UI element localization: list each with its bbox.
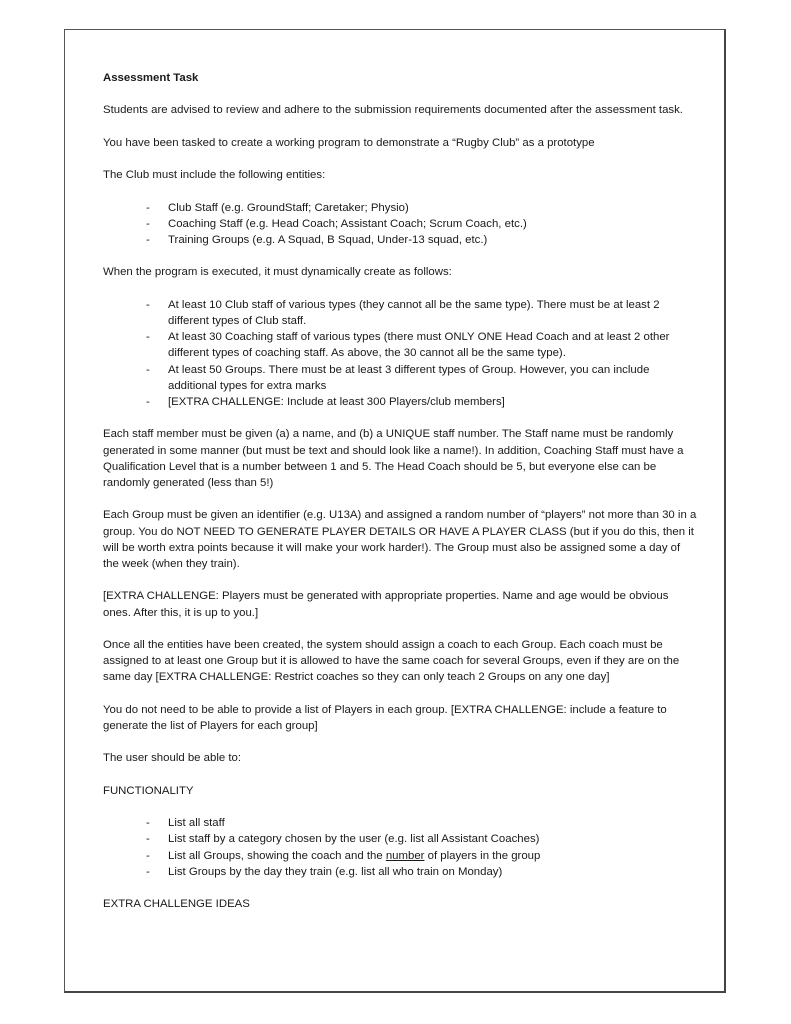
list-item: - List all staff bbox=[146, 817, 225, 830]
document-body bbox=[103, 70, 698, 929]
list-item: - At least 30 Coaching staff of various types (there must ONLY ONE Head Coach and at least 2 other different types of coaching staff. As above, the 30 cannot all be the same type). bbox=[146, 331, 670, 360]
create-intro: When the program is executed, it must dynamically create as follows: bbox=[103, 266, 452, 279]
group-paragraph: Each Group must be given an identifier (e.g. U13A) and assigned a random number of “players” not more than 30 in a group. You do NOT NEED TO GENERATE PLAYER DETAILS OR HAVE A PLAYER CLASS (but if you do this, then it will be worth extra points because it will make your work harder!). The Group must also be assigned some a day of the week (when they train). bbox=[103, 509, 697, 570]
players-paragraph: [EXTRA CHALLENGE: Players must be generated with appropriate properties. Name and age would be obvious ones. After this, it is up to you.] bbox=[103, 590, 669, 619]
list-item: - Training Groups (e.g. A Squad, B Squad, Under-13 squad, etc.) bbox=[146, 233, 488, 246]
list-item: - At least 50 Groups. There must be at least 3 different types of Group. However, you can include additional types for extra marks bbox=[146, 363, 650, 392]
list-item: - List Groups by the day they train (e.g. list all who train on Monday) bbox=[146, 865, 503, 878]
list-item: - At least 10 Club staff of various types (they cannot all be the same type). There must be at least 2 different types of Club staff. bbox=[146, 298, 660, 327]
assign-paragraph: Once all the entities have been created, the system should assign a coach to each Group. Each coach must be assigned to at least one Group but it is allowed to have the same coach for several Groups, even if they are on the same day [EXTRA CHALLENGE: Restrict coaches so they can only teach 2 Groups on any one day] bbox=[103, 638, 680, 684]
task-paragraph: You have been tasked to create a working program to demonstrate a “Rugby Club” as a prototype bbox=[103, 136, 595, 149]
list-item: - [EXTRA CHALLENGE: Include at least 300 Players/club members] bbox=[146, 395, 505, 408]
underlined-word: number bbox=[385, 849, 425, 862]
create-list bbox=[103, 297, 698, 410]
list-item: - List staff by a category chosen by the user (e.g. list all Assistant Coaches) bbox=[146, 833, 540, 846]
entities-intro: The Club must include the following entities: bbox=[103, 169, 326, 182]
extra-challenge-heading: EXTRA CHALLENGE IDEAS bbox=[103, 898, 250, 911]
staff-paragraph: Each staff member must be given (a) a name, and (b) a UNIQUE staff number. The Staff name must be randomly generated in some manner (but must be text and should look like a name!). In addition, Coaching Staff must have a Qualification Level that is a number between 1 and 5. The Head Coach should be 5, but everyone else can be randomly generated (less than 5!) bbox=[103, 428, 684, 489]
document-page bbox=[64, 29, 726, 993]
assessment-heading: Assessment Task bbox=[103, 72, 199, 84]
intro-paragraph: Students are advised to review and adhere to the submission requirements documented after the assessment task. bbox=[103, 104, 683, 117]
functionality-heading: FUNCTIONALITY bbox=[103, 784, 194, 797]
list-item: - Coaching Staff (e.g. Head Coach; Assistant Coach; Scrum Coach, etc.) bbox=[146, 217, 527, 230]
list-item: - Club Staff (e.g. GroundStaff; Caretaker; Physio) bbox=[146, 201, 409, 214]
list-item: - List all Groups, showing the coach and the number of players in the group bbox=[146, 849, 541, 862]
list-paragraph: You do not need to be able to provide a list of Players in each group. [EXTRA CHALLENGE: include a feature to generate the list of Players for each group] bbox=[103, 703, 667, 732]
entities-list bbox=[103, 200, 698, 249]
user-paragraph: The user should be able to: bbox=[103, 752, 242, 765]
functionality-list bbox=[103, 815, 698, 880]
